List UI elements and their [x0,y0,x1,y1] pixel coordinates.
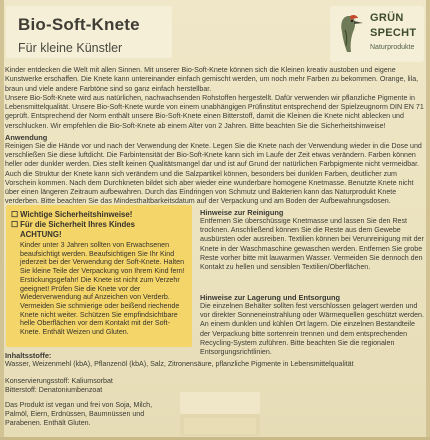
product-subtitle: Für kleine Künstler [18,41,123,55]
reinigung-text: Entfernen Sie überschüssige Knetmasse und lassen Sie den Rest trocknen. Anschließend können Sie die Reste aus dem Gewebe ausbürsten oder ausreiben. Textilien können bei Verunreinigung mit der Knete in der Waschmaschine gewaschen werden. Entfernen Sie grobe Reste vorher bitte mit lauwarmen Wasser. Vermeiden Sie dennoch den Kontakt zu hellen und sensiblen Textilien/Oberflächen. [200,217,424,272]
reinigung-heading: Hinweise zur Reinigung [200,208,284,217]
anwendung-heading: Anwendung [5,133,48,142]
checkbox-icon: ☐ [11,220,21,229]
anwendung-text: Reinigen Sie die Hände vor und nach der Verwendung der Knete. Legen Sie die Knete nach der Verwendung wieder in die Dose und verschließen Sie diese luftdicht. Die Farbintensität der Bio-Soft-Knete kann sich im Laufe der Zeit etwas verändern. Farben können heller oder dunkler werden. Dies stellt keinen Qualitätsmangel dar und ist auf Grund der natürlichen Farbpigmente nicht vermeidbar. Auch die Struktur der Knete kann sich verändern und die Salzpartikel können, besonders bei dunklen Farben, deutlicher zum Vorschein kommen. Nach dem Durchkneten bildet sich aber wieder eine wunderbare homogene Knetmasse. Benutzte Knete nicht über einen längeren Zeitraum aufbewahren. Durch das Eindringen von Schmutz und Bakterien kann das Naturprodukt Knete verderben. Bitte beachten Sie das Mindesthaltbarkeitsdatum auf der Verpackung und am Boden der Aufbewahrungsdosen. [5,142,422,206]
bitterstoff-line: Bitterstoff: Denatoniumbenzoat [5,386,103,395]
right-flap [426,0,430,440]
woodpecker-icon [336,12,364,54]
warning-subheading-text: Für die Sicherheit Ihres Kindes [20,220,135,229]
tab-bottom [184,418,256,434]
intro-paragraph-1: Kinder entdecken die Welt mit allen Sinnen. Mit unserer Bio-Soft-Knete können sich die Kleinen kreativ austoben und eigene Kunstwerke erschaffen. Die Knete kann untereinander einfach gemischt werden, um noch mehr Farben zu bekommen. Orange, lila, braun und viele andere Farbtöne sind so ganz einfach herstellbar. [5,66,419,93]
inhaltsstoffe-heading: Inhaltsstoffe: [5,351,52,360]
warning-heading-text: Wichtige Sicherheitshinweise! [20,210,133,219]
brand-line-1: GRÜN [370,12,404,24]
allergen-text: Das Produkt ist vegan und frei von Soja, Milch, Palmöl, Eiern, Erdnüssen, Baumnüssen und Parabenen. Enthält Gluten. [5,401,153,428]
konservierungsstoff-line: Konservierungsstoff: Kaliumsorbat [5,377,113,385]
safety-warning-box [6,205,192,347]
box-tab [180,392,260,436]
konservierung-text [5,377,205,395]
intro-text [5,66,425,131]
lagerung-text: Die einzelnen Behälter sollten fest verschlossen gelagert werden und vor direkter Sonneneinstrahlung oder Wärmequellen geschützt werden. An einem dunklen und kühlen Ort lagern. Die einzelnen Bestandteile der Verpackung bitte sortenrein trennen und dem entsprechenden Recycling-System zuführen. Bitte beachten Sie die regionalen Entsorgungsrichtlinien. [200,302,424,357]
brand-line-2: SPECHT [370,27,417,39]
brand-tagline: Naturprodukte [370,44,415,51]
warning-achtung: ACHTUNG! [20,230,62,239]
inhaltsstoffe-text: Wasser, Weizenmehl (kbA), Pflanzenöl (kbA), Salz, Zitronensäure, pflanzliche Pigmente in Lebensmittelqualität [5,360,354,368]
tab-top [180,392,260,414]
warning-heading [11,210,132,219]
product-title: Bio-Soft-Knete [18,15,140,34]
warning-subheading [11,220,135,229]
warning-text: Kinder unter 3 Jahren sollten von Erwachsenen beaufsichtigt werden. Beaufsichtigen Sie Ihr Kind jederzeit bei der Verwendung der Soft-Knete. Halten Sie kleine Teile der Verpackung von Ihrem Kind fern! Erstickungsgefahr! Die Knete ist nicht zum Verzehr geeignet! Prüfen Sie die Knete vor der Wiederverwendung auf Anzeichen von Verderb. Vermeiden Sie schmierige oder beißend riechende Knete nicht weiter. Schützen Sie empfindsichtbare helle Oberflächen vor dem Kontakt mit der Soft-Knete. Enthält Weizen und Gluten. [20,241,185,337]
title-block [6,6,172,58]
checkbox-icon: ☐ [11,210,21,219]
left-flap [0,0,4,440]
brand-logo [330,6,424,62]
intro-paragraph-2: Unsere Bio-Soft-Knete wird aus natürlichen, nachwachsenden Rohstoffen hergestellt. Dafür verwenden wir pflanzliche Pigmente in Lebensmittelqualität. Unsere Bio-Soft-Knete wurde von einem unabhängigen Prüfinstitut entsprechend der Spielzeugnorm DIN EN 71 geprüft. Entsprechend der Norm enthält unsere Bio-Soft-Knete einen Bitterstoff, damit die Kleinen die Knete nicht ablecken und verschlucken. Wir empfehlen die Bio-Soft-Knete ab einem Alter von 2 Jahren. Bitte beachten Sie die Sicherheitshinweise! [5,93,424,130]
lagerung-heading: Hinweise zur Lagerung und Entsorgung [200,293,341,302]
